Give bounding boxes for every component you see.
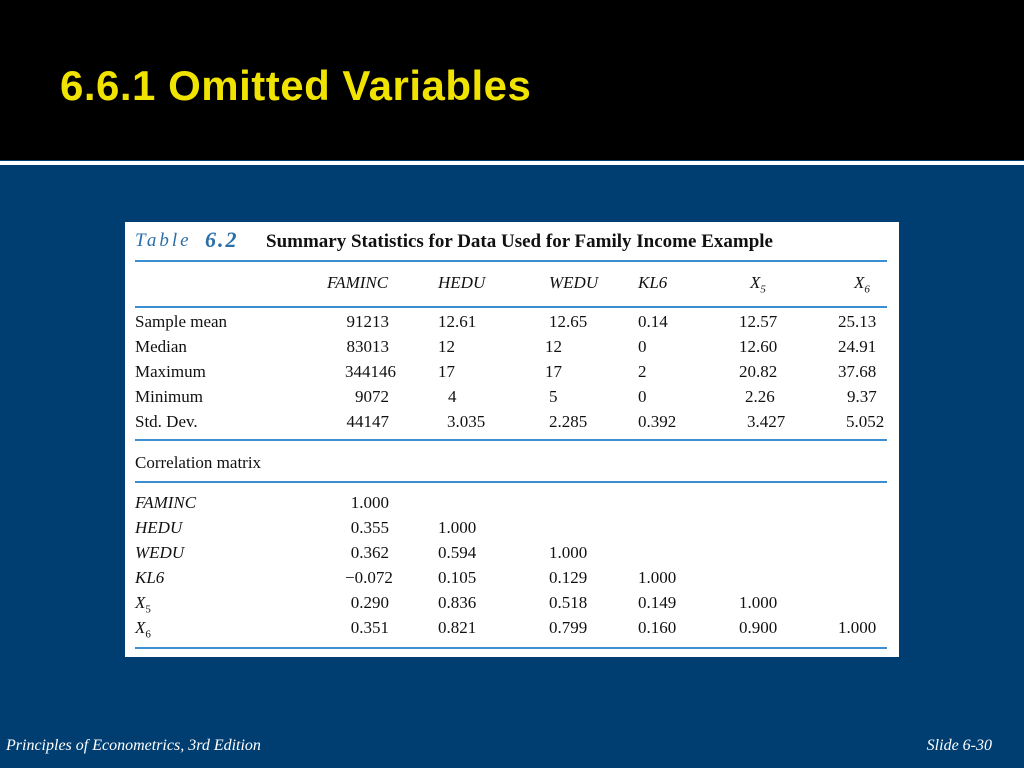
header-row: [135, 273, 887, 298]
corr-row-hedu: [135, 518, 887, 543]
cell-value: 0.149: [638, 593, 677, 612]
corr-row-x5: [135, 593, 887, 618]
cell-value: 2.285: [549, 412, 588, 431]
cell-value: 0.821: [438, 618, 477, 637]
row-label-x6: $X_6$: [135, 618, 151, 641]
table-rule-header: [135, 306, 887, 308]
title-divider: [0, 161, 1024, 165]
cell-value: 25.13: [838, 312, 877, 331]
cell-value: −0.072: [345, 568, 393, 587]
cell-value: 37.68: [838, 362, 877, 381]
row-label: Median: [135, 337, 187, 356]
table-caption: [135, 227, 887, 260]
corr-row-faminc: [135, 493, 887, 518]
slide-title: 6.6.1 Omitted Variables: [60, 62, 532, 109]
cell-value: 0: [638, 387, 647, 406]
cell-value: 0.362: [350, 543, 389, 562]
cell-value: 2: [638, 362, 647, 381]
footer-book-title: Principles of Econometrics, 3rd Edition: [6, 737, 261, 754]
table-caption-number: 6.2: [205, 227, 239, 252]
cell-value: 83013: [346, 337, 389, 356]
col-header-faminc: FAMINC: [327, 273, 389, 292]
cell-value: 12.57: [739, 312, 778, 331]
row-label: HEDU: [135, 518, 183, 537]
cell-value: 12: [438, 337, 455, 356]
table-row-median: [135, 337, 887, 362]
corr-row-x6: [135, 618, 887, 643]
col-header-hedu: HEDU: [438, 273, 486, 292]
cell-value: 0.105: [438, 568, 477, 587]
cell-value: 91213: [346, 312, 389, 331]
table-rule-summary: [135, 439, 887, 441]
table-row-std-dev: [135, 412, 887, 437]
table-rule-top: [135, 260, 887, 262]
cell-value: 1.000: [350, 493, 389, 512]
corr-row-kl6: [135, 568, 887, 593]
col-header-x5: $X_5$: [750, 273, 766, 296]
cell-value: 20.82: [739, 362, 778, 381]
cell-value: 0.518: [549, 593, 588, 612]
summary-table-panel: [125, 222, 899, 657]
cell-value: 3.427: [747, 412, 786, 431]
cell-value: 1.000: [838, 618, 877, 637]
row-label: KL6: [135, 568, 165, 587]
cell-value: 1.000: [739, 593, 778, 612]
row-label: Minimum: [135, 387, 204, 406]
cell-value: 1.000: [638, 568, 677, 587]
row-label: FAMINC: [135, 493, 197, 512]
cell-value: 17: [545, 362, 562, 381]
table-caption-title: Summary Statistics for Data Used for Family Income Example: [266, 231, 773, 252]
cell-value: 0.799: [549, 618, 588, 637]
cell-value: 2.26: [745, 387, 775, 406]
table-row-maximum: [135, 362, 887, 387]
table-rule-correlation: [135, 481, 887, 483]
cell-value: 24.91: [838, 337, 877, 356]
row-label: Std. Dev.: [135, 412, 198, 431]
cell-value: 0.129: [549, 568, 588, 587]
row-label: Sample mean: [135, 312, 228, 331]
cell-value: 17: [438, 362, 455, 381]
col-header-kl6: KL6: [638, 273, 668, 292]
cell-value: 0.392: [638, 412, 677, 431]
cell-value: 0.14: [638, 312, 668, 331]
cell-value: 3.035: [447, 412, 486, 431]
cell-value: 0.355: [350, 518, 389, 537]
summary-table: [135, 227, 887, 641]
table-row-minimum: [135, 387, 887, 412]
corr-row-wedu: [135, 543, 887, 568]
cell-value: 0.351: [350, 618, 389, 637]
row-label: WEDU: [135, 543, 185, 562]
cell-value: 1.000: [438, 518, 477, 537]
row-label: Maximum: [135, 362, 206, 381]
cell-value: 1.000: [549, 543, 588, 562]
cell-value: 0.160: [638, 618, 677, 637]
cell-value: 0.594: [438, 543, 477, 562]
cell-value: 12.61: [438, 312, 477, 331]
col-header-wedu: WEDU: [549, 273, 599, 292]
correlation-title: Correlation matrix: [135, 453, 262, 472]
cell-value: 0: [638, 337, 647, 356]
correlation-section: [135, 453, 887, 478]
table-caption-label: Table: [135, 230, 192, 251]
footer-slide-number: Slide 6-30: [926, 737, 992, 754]
table-rule-bottom: [135, 647, 887, 649]
cell-value: 9.37: [847, 387, 877, 406]
cell-value: 344146: [345, 362, 396, 381]
cell-value: 5.052: [846, 412, 885, 431]
cell-value: 12: [545, 337, 562, 356]
cell-value: 12.60: [739, 337, 778, 356]
cell-value: 44147: [346, 412, 389, 431]
cell-value: 12.65: [549, 312, 588, 331]
cell-value: 5: [549, 387, 558, 406]
cell-value: 0.290: [350, 593, 389, 612]
cell-value: 9072: [355, 387, 389, 406]
cell-value: 0.836: [438, 593, 477, 612]
cell-value: 4: [448, 387, 457, 406]
row-label-x5: $X_5$: [135, 593, 151, 616]
table-row-sample-mean: [135, 312, 887, 337]
cell-value: 0.900: [739, 618, 778, 637]
col-header-x6: $X_6$: [854, 273, 870, 296]
